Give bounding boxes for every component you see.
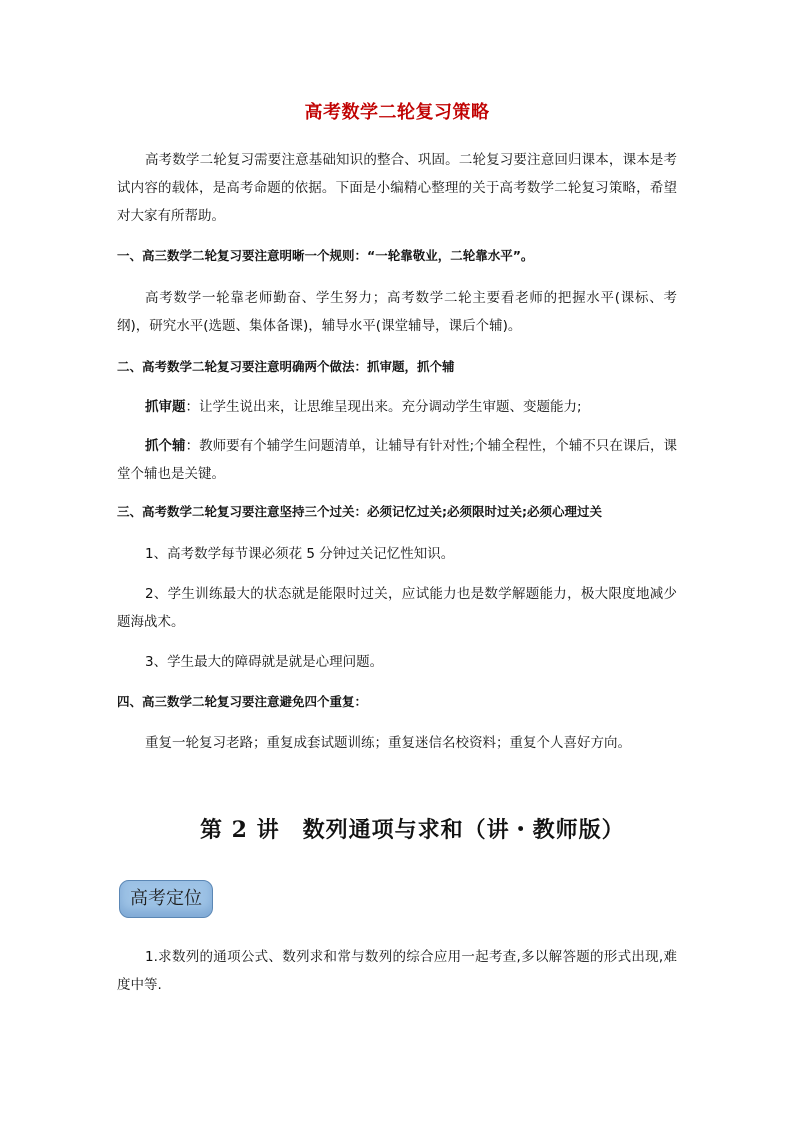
section-4-heading: 四、高三数学二轮复习要注意避免四个重复：: [117, 694, 368, 709]
item-label: 抓个辅: [145, 438, 186, 454]
section-3-point-2: 2、学生训练最大的状态就是能限时过关，应试能力也是数学解题能力，极大限度地减少题海战术。: [117, 586, 677, 630]
section-2-item-2: [117, 432, 677, 488]
section-1-paragraph: 高考数学一轮靠老师勤奋、学生努力；高考数学二轮主要看老师的把握水平(课标、考纲)，研究水平(选题、集体备课)，辅导水平(课堂辅导，课后个辅)。: [117, 290, 677, 334]
section-2-heading: 二、高考数学二轮复习要注意明确两个做法：抓审题，抓个辅: [117, 359, 455, 374]
section-2-item-1: [117, 393, 677, 421]
item-text: ：教师要有个辅学生问题清单，让辅导有针对性;个辅全程性，个辅不只在课后，课堂个辅也是关键。: [117, 438, 677, 482]
exam-position-badge: 高考定位: [119, 880, 213, 918]
section-3-point-1: 1、高考数学每节课必须花 5 分钟过关记忆性知识。: [145, 546, 455, 562]
item-text: ：让学生说出来，让思维呈现出来。充分调动学生审题、变题能力;: [185, 399, 582, 415]
section-3-heading: 三、高考数学二轮复习要注意坚持三个过关：必须记忆过关;必须限时过关;必须心理过关: [117, 504, 602, 519]
item-label: 抓审题: [145, 399, 186, 415]
section-3-point-3: 3、学生最大的障碍就是就是心理问题。: [145, 654, 384, 670]
page-title: 高考数学二轮复习策略: [304, 102, 490, 123]
lecture-title: 第 2 讲 数列通项与求和（讲・教师版）: [200, 817, 625, 843]
position-paragraph: 1.求数列的通项公式、数列求和常与数列的综合应用一起考查,多以解答题的形式出现,难度中等.: [117, 949, 677, 993]
section-4-paragraph: 重复一轮复习老路；重复成套试题训练；重复迷信名校资料；重复个人喜好方向。: [145, 735, 631, 751]
section-1-heading: 一、高三数学二轮复习要注意明晰一个规则：“一轮靠敬业，二轮靠水平”。: [117, 248, 534, 263]
intro-paragraph: 高考数学二轮复习需要注意基础知识的整合、巩固。二轮复习要注意回归课本，课本是考试内容的载体，是高考命题的依据。下面是小编精心整理的关于高考数学二轮复习策略，希望对大家有所帮助。: [117, 152, 677, 224]
